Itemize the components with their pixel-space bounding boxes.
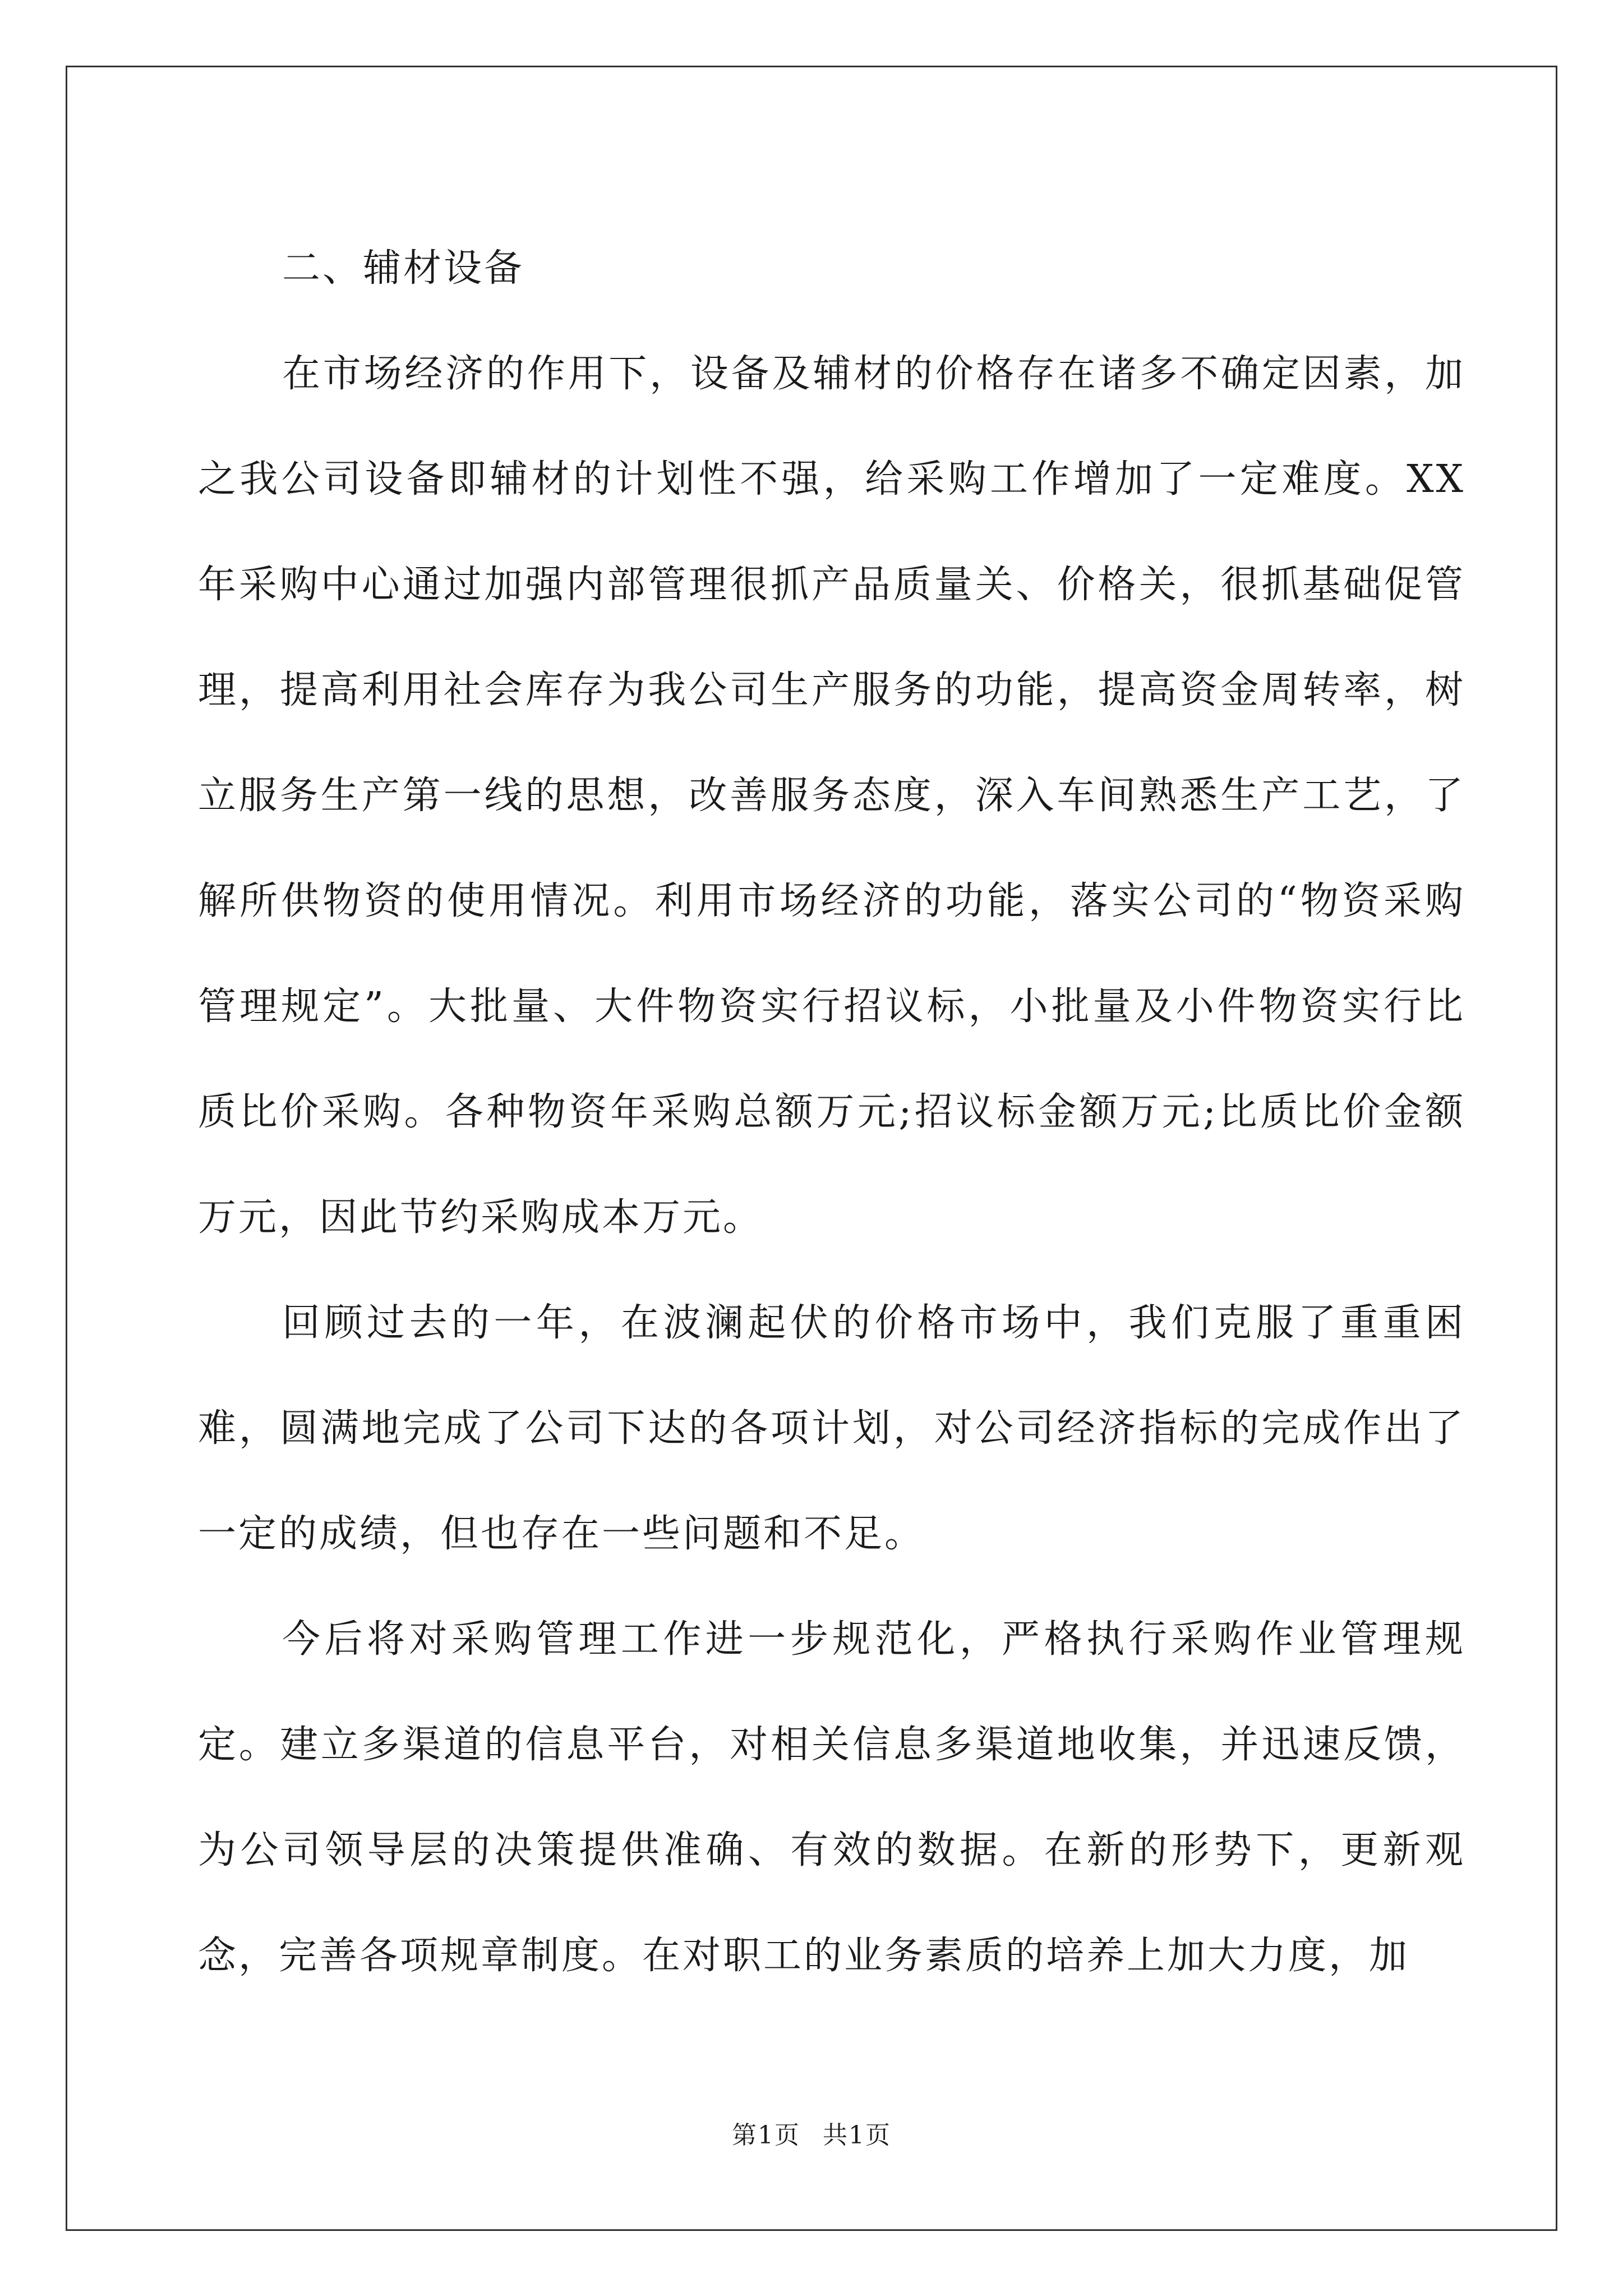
paragraph-2: 回顾过去的一年，在波澜起伏的价格市场中，我们克服了重重困难，圆满地完成了公司下达的各项计划，对公司经济指标的完成作出了一定的成绩，但也存在一些问题和不足。 — [198, 1301, 1465, 1556]
paragraph-3: 今后将对采购管理工作进一步规范化，严格执行采购作业管理规定。建立多渠道的信息平台，对相关信息多渠道地收集，并迅速反馈，为公司领导层的决策提供准确、有效的数据。在新的形势下，更新观念，完善各项规章制度。在对职工的业务素质的培养上加大力度，加 — [198, 1617, 1465, 1978]
section-heading: 二、辅材设备 — [282, 246, 525, 291]
paragraph-1: 在市场经济的作用下，设备及辅材的价格存在诸多不确定因素，加之我公司设备即辅材的计划性不强，给采购工作增加了一定难度。XX年采购中心通过加强内部管理很抓产品质量关、价格关，很抓基础促管理，提高利用社会库存为我公司生产服务的功能，提高资金周转率，树立服务生产第一线的思想，改善服务态度，深入车间熟悉生产工艺，了解所供物资的使用情况。利用市场经济的功能，落实公司的“物资采购管理规定”。大批量、大件物资实行招议标，小批量及小件物资实行比质比价采购。各种物资年采购总额万元;招议标金额万元;比质比价金额万元，因此节约采购成本万元。 — [198, 352, 1465, 1240]
document-body — [198, 216, 1465, 2009]
page-footer — [0, 2115, 1623, 2151]
page-number: 第1页 — [732, 2121, 800, 2150]
page-total: 共1页 — [823, 2121, 891, 2150]
